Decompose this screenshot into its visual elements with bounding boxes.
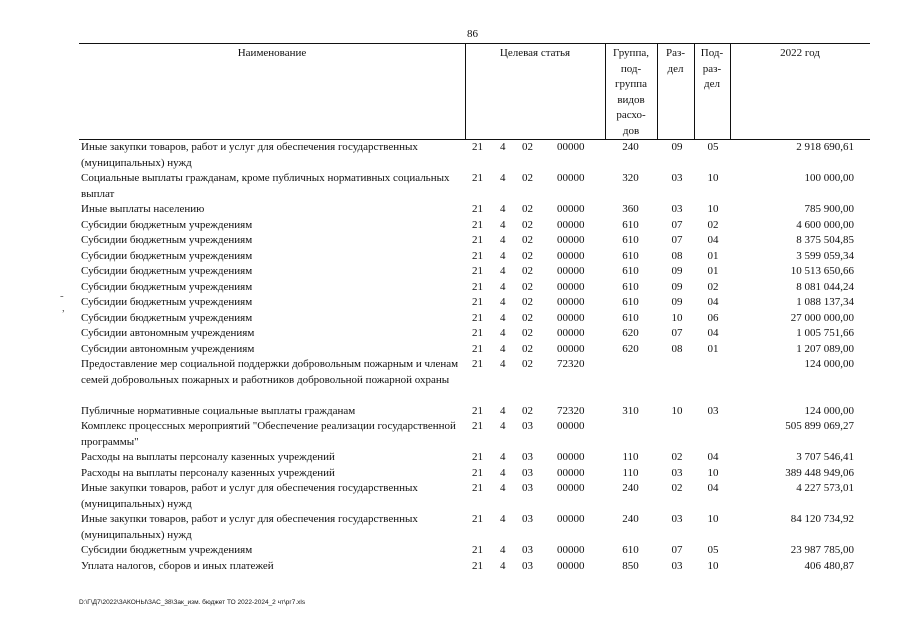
target-code-complex: 03: [522, 559, 533, 572]
target-code-type: 4: [500, 559, 506, 572]
section-code: 03: [671, 172, 683, 184]
expense-group: 240: [622, 513, 639, 525]
target-code-complex: 02: [522, 358, 533, 370]
table-row: [79, 466, 870, 482]
target-code-type: 4: [500, 544, 506, 556]
amount-2022: 23 987 785,00: [790, 544, 854, 556]
section-code: 08: [671, 342, 683, 355]
target-code-direction: 00000: [557, 559, 585, 572]
section-code: 03: [671, 466, 683, 479]
target-code-program: 21: [472, 172, 483, 184]
target-code-type: 4: [500, 280, 506, 293]
table-row: [79, 512, 870, 543]
target-code-program: 21: [472, 249, 483, 262]
table-row: [79, 295, 870, 311]
target-code-type: 4: [500, 218, 506, 231]
subsection-code: 04: [707, 327, 719, 339]
target-code-complex: 02: [522, 404, 533, 417]
header-target: Целевая статья: [499, 47, 571, 59]
budget-table: [79, 43, 870, 574]
target-code-program: 21: [472, 296, 483, 308]
target-code-program: 21: [472, 358, 483, 370]
target-code-type: 4: [500, 482, 506, 494]
target-code-direction: 00000: [557, 249, 585, 262]
target-code-direction: 00000: [557, 466, 585, 479]
target-code-direction: 00000: [557, 141, 585, 153]
target-code-type: 4: [500, 296, 506, 308]
section-code: 07: [671, 327, 683, 339]
amount-2022: 8 375 504,85: [796, 234, 854, 246]
target-code-complex: 02: [522, 203, 533, 215]
target-code-direction: 00000: [557, 420, 585, 432]
target-code-type: 4: [500, 358, 506, 370]
subsection-code: 04: [707, 482, 719, 494]
amount-2022: 2 918 690,61: [796, 141, 854, 153]
target-code-complex: 03: [522, 466, 533, 479]
header-section: Раз- дел: [665, 47, 685, 75]
subsection-code: 01: [707, 249, 719, 262]
amount-2022: 10 513 650,66: [790, 265, 854, 277]
table-row: [79, 543, 870, 559]
header-group: Группа, под- группа видов расхо- дов: [613, 47, 649, 137]
subsection-code: 10: [707, 513, 719, 525]
target-code-program: 21: [472, 466, 483, 479]
target-code-complex: 02: [522, 296, 533, 308]
table-row: [79, 202, 870, 218]
row-name: Иные закупки товаров, работ и услуг для обеспечения государственных (муниципальных) нужд: [81, 141, 418, 169]
target-code-program: 21: [472, 311, 483, 324]
target-code-complex: 02: [522, 342, 533, 355]
target-code-direction: 00000: [557, 327, 585, 339]
target-code-type: 4: [500, 404, 506, 417]
expense-group: 610: [622, 234, 639, 246]
subsection-code: 01: [707, 342, 719, 355]
subsection-code: 10: [707, 559, 719, 572]
section-code: 09: [671, 141, 683, 153]
table-row: [79, 233, 870, 249]
target-code-program: 21: [472, 327, 483, 339]
target-code-type: 4: [500, 311, 506, 324]
page-number: 86: [467, 28, 478, 40]
section-code: 03: [671, 513, 683, 525]
target-code-type: 4: [500, 172, 506, 184]
target-code-type: 4: [500, 513, 506, 525]
target-code-program: 21: [472, 451, 483, 463]
target-code-complex: 02: [522, 172, 533, 184]
subsection-code: 10: [707, 466, 719, 479]
target-code-type: 4: [500, 234, 506, 246]
amount-2022: 100 000,00: [804, 172, 854, 184]
subsection-code: 04: [707, 296, 719, 308]
target-code-type: 4: [500, 203, 506, 215]
target-code-complex: 03: [522, 451, 533, 463]
target-code-direction: 72320: [557, 358, 585, 370]
expense-group: 240: [622, 141, 639, 153]
target-code-program: 21: [472, 420, 483, 432]
row-name: Расходы на выплаты персоналу казенных учреждений: [81, 451, 335, 463]
target-code-complex: 02: [522, 280, 533, 293]
table-row: [79, 481, 870, 512]
subsection-code: 01: [707, 265, 719, 277]
expense-group: 310: [622, 404, 639, 417]
target-code-type: 4: [500, 141, 506, 153]
header-year: 2022 год: [780, 47, 820, 59]
section-code: 09: [671, 265, 683, 277]
table-row: [79, 140, 870, 171]
target-code-type: 4: [500, 451, 506, 463]
row-name: Субсидии бюджетным учреждениям: [81, 234, 253, 246]
section-code: 08: [671, 249, 683, 262]
target-code-type: 4: [500, 327, 506, 339]
amount-2022: 124 000,00: [804, 358, 854, 370]
subsection-code: 06: [707, 311, 719, 324]
target-code-direction: 00000: [557, 172, 585, 184]
target-code-complex: 03: [522, 420, 533, 432]
amount-2022: 785 900,00: [804, 203, 854, 215]
expense-group: 320: [622, 172, 639, 184]
target-code-program: 21: [472, 280, 483, 293]
section-code: 09: [671, 296, 683, 308]
amount-2022: 4 600 000,00: [796, 218, 854, 231]
section-code: 10: [671, 311, 683, 324]
target-code-program: 21: [472, 482, 483, 494]
amount-2022: 389 448 949,06: [785, 466, 854, 479]
row-name: Субсидии бюджетным учреждениям: [81, 265, 253, 277]
target-code-direction: 00000: [557, 296, 585, 308]
file-path-footer: D:\Г\Д7\2022\ЗАКОНЫ\ЗАС_38\Зак_изм. бюджет ТО 2022-2024_2 чт\рг7.xls: [79, 599, 306, 606]
target-code-complex: 03: [522, 544, 533, 556]
amount-2022: 27 000 000,00: [790, 311, 854, 324]
target-code-direction: 00000: [557, 265, 585, 277]
section-code: 07: [671, 234, 683, 246]
expense-group: 610: [622, 265, 639, 277]
section-code: 07: [671, 544, 683, 556]
target-code-direction: 72320: [557, 404, 585, 417]
table-row: [79, 404, 870, 420]
expense-group: 240: [622, 482, 639, 494]
target-code-direction: 00000: [557, 311, 585, 324]
target-code-complex: 02: [522, 265, 533, 277]
row-name: Субсидии бюджетным учреждениям: [81, 218, 253, 231]
target-code-program: 21: [472, 265, 483, 277]
header-name: Наименование: [237, 47, 307, 59]
target-code-program: 21: [472, 544, 483, 556]
table-row: [79, 171, 870, 202]
expense-group: 620: [622, 342, 639, 355]
subsection-code: 05: [707, 544, 719, 556]
table-body: [79, 140, 870, 574]
target-code-direction: 00000: [557, 280, 585, 293]
table-row: [79, 357, 870, 404]
subsection-code: 02: [707, 218, 719, 231]
expense-group: 360: [622, 203, 639, 215]
table-row: [79, 311, 870, 327]
target-code-direction: 00000: [557, 203, 585, 215]
amount-2022: 3 599 059,34: [796, 249, 854, 262]
target-code-complex: 02: [522, 141, 533, 153]
amount-2022: 84 120 734,92: [790, 513, 854, 525]
expense-group: 610: [622, 296, 639, 308]
amount-2022: 1 088 137,34: [796, 296, 854, 308]
amount-2022: 3 707 546,41: [796, 451, 854, 463]
expense-group: 610: [622, 544, 639, 556]
amount-2022: 1 005 751,66: [796, 327, 854, 339]
row-name: Субсидии бюджетным учреждениям: [81, 544, 253, 556]
subsection-code: 04: [707, 234, 719, 246]
subsection-code: 10: [707, 172, 719, 184]
header-subsection: Под- раз- дел: [700, 47, 724, 90]
target-code-type: 4: [500, 265, 506, 277]
target-code-program: 21: [472, 404, 483, 417]
row-name: Комплекс процессных мероприятий "Обеспечение реализации государственной программы": [81, 420, 456, 448]
row-name: Иные закупки товаров, работ и услуг для обеспечения государственных (муниципальных) нужд: [81, 513, 418, 541]
row-name: Предоставление мер социальной поддержки добровольным пожарным и членам семей добровольных пожарных и работников добровольной пожарной охраны: [81, 358, 459, 386]
target-code-type: 4: [500, 342, 506, 355]
table-header: [79, 43, 870, 140]
target-code-direction: 00000: [557, 451, 585, 463]
target-code-complex: 02: [522, 327, 533, 339]
table-row: [79, 264, 870, 280]
margin-mark: -: [60, 290, 64, 302]
target-code-program: 21: [472, 234, 483, 246]
amount-2022: 8 081 044,24: [796, 280, 854, 293]
row-name: Субсидии бюджетным учреждениям: [81, 280, 253, 293]
section-code: 03: [671, 203, 683, 215]
target-code-program: 21: [472, 559, 483, 572]
row-name: Расходы на выплаты персоналу казенных учреждений: [81, 466, 335, 479]
target-code-direction: 00000: [557, 482, 585, 494]
row-name: Публичные нормативные социальные выплаты гражданам: [81, 404, 356, 417]
row-name: Субсидии автономным учреждениям: [81, 342, 255, 355]
table-row: [79, 419, 870, 450]
expense-group: 850: [622, 559, 639, 572]
row-name: Социальные выплаты гражданам, кроме публичных нормативных социальных выплат: [81, 172, 450, 200]
section-code: 10: [671, 404, 683, 417]
target-code-type: 4: [500, 466, 506, 479]
target-code-complex: 02: [522, 249, 533, 262]
expense-group: 610: [622, 249, 639, 262]
target-code-complex: 03: [522, 513, 533, 525]
section-code: 02: [671, 451, 683, 463]
margin-mark: ,: [62, 302, 65, 314]
row-name: Уплата налогов, сборов и иных платежей: [81, 559, 274, 572]
table-row: [79, 326, 870, 342]
subsection-code: 05: [707, 141, 719, 153]
target-code-complex: 02: [522, 218, 533, 231]
target-code-direction: 00000: [557, 234, 585, 246]
table-row: [79, 218, 870, 234]
row-name: Иные выплаты населению: [81, 203, 205, 215]
table-row: [79, 559, 870, 575]
amount-2022: 1 207 089,00: [796, 342, 854, 355]
target-code-complex: 02: [522, 311, 533, 324]
target-code-complex: 03: [522, 482, 533, 494]
expense-group: 620: [622, 327, 639, 339]
target-code-program: 21: [472, 513, 483, 525]
target-code-complex: 02: [522, 234, 533, 246]
subsection-code: 02: [707, 280, 719, 293]
table-row: [79, 280, 870, 296]
expense-group: 110: [622, 466, 639, 479]
section-code: 07: [671, 218, 683, 231]
section-code: 02: [671, 482, 683, 494]
row-name: Субсидии бюджетным учреждениям: [81, 296, 253, 308]
target-code-program: 21: [472, 141, 483, 153]
row-name: Субсидии автономным учреждениям: [81, 327, 255, 339]
section-code: 03: [671, 559, 683, 572]
target-code-direction: 00000: [557, 544, 585, 556]
amount-2022: 4 227 573,01: [796, 482, 854, 494]
target-code-program: 21: [472, 218, 483, 231]
expense-group: 110: [622, 451, 639, 463]
target-code-direction: 00000: [557, 342, 585, 355]
target-code-direction: 00000: [557, 513, 585, 525]
subsection-code: 04: [707, 451, 719, 463]
table-row: [79, 450, 870, 466]
expense-group: 610: [622, 218, 639, 231]
row-name: Иные закупки товаров, работ и услуг для обеспечения государственных (муниципальных) нужд: [81, 482, 418, 510]
target-code-direction: 00000: [557, 218, 585, 231]
target-code-program: 21: [472, 203, 483, 215]
row-name: Субсидии бюджетным учреждениям: [81, 249, 253, 262]
subsection-code: 03: [707, 404, 719, 417]
section-code: 09: [671, 280, 683, 293]
expense-group: 610: [622, 280, 639, 293]
amount-2022: 406 480,87: [804, 559, 854, 572]
target-code-type: 4: [500, 420, 506, 432]
subsection-code: 10: [707, 203, 719, 215]
row-name: Субсидии бюджетным учреждениям: [81, 311, 253, 324]
expense-group: 610: [622, 311, 639, 324]
amount-2022: 505 899 069,27: [785, 420, 854, 432]
target-code-program: 21: [472, 342, 483, 355]
table-row: [79, 342, 870, 358]
table-row: [79, 249, 870, 265]
amount-2022: 124 000,00: [804, 404, 854, 417]
target-code-type: 4: [500, 249, 506, 262]
